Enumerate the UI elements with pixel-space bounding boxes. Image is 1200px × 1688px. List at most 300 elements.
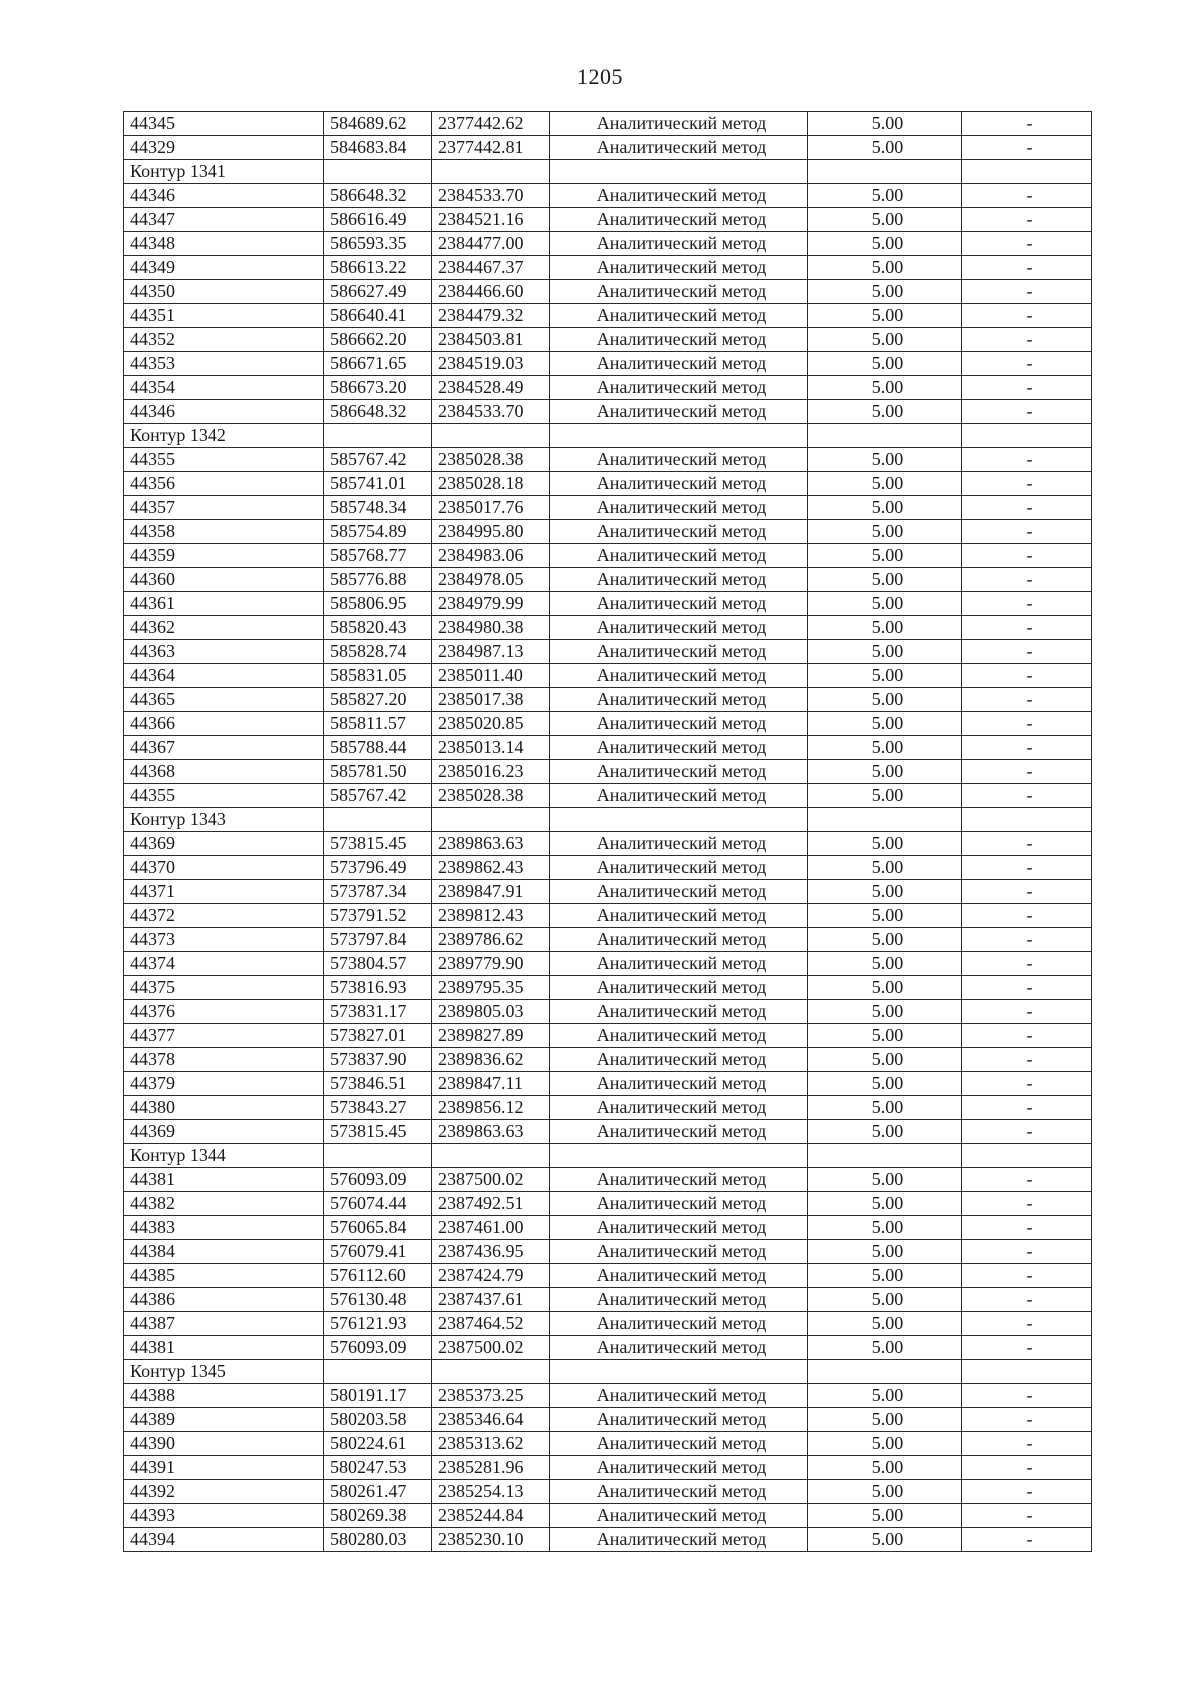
table-row <box>124 664 1092 688</box>
table-row <box>124 1024 1092 1048</box>
y-coordinate-cell: 2384980.38 <box>432 616 550 640</box>
method-cell: Аналитический метод <box>550 1528 808 1552</box>
table-row <box>124 1120 1092 1144</box>
method-cell: Аналитический метод <box>550 976 808 1000</box>
y-coordinate-cell: 2384519.03 <box>432 352 550 376</box>
method-cell: Аналитический метод <box>550 760 808 784</box>
note-cell: - <box>962 1432 1092 1456</box>
accuracy-cell: 5.00 <box>808 256 962 280</box>
point-number-cell: 44355 <box>124 448 324 472</box>
x-coordinate-cell: 585827.20 <box>324 688 432 712</box>
table-row <box>124 640 1092 664</box>
x-coordinate-cell: 585788.44 <box>324 736 432 760</box>
table-row <box>124 952 1092 976</box>
accuracy-cell: 5.00 <box>808 1168 962 1192</box>
empty-cell <box>808 1144 962 1168</box>
x-coordinate-cell: 586662.20 <box>324 328 432 352</box>
accuracy-cell: 5.00 <box>808 568 962 592</box>
point-number-cell: 44366 <box>124 712 324 736</box>
note-cell: - <box>962 136 1092 160</box>
y-coordinate-cell: 2387461.00 <box>432 1216 550 1240</box>
accuracy-cell: 5.00 <box>808 1000 962 1024</box>
accuracy-cell: 5.00 <box>808 928 962 952</box>
method-cell: Аналитический метод <box>550 1264 808 1288</box>
note-cell: - <box>962 1480 1092 1504</box>
empty-cell <box>550 1144 808 1168</box>
point-number-cell: 44391 <box>124 1456 324 1480</box>
empty-cell <box>962 1144 1092 1168</box>
accuracy-cell: 5.00 <box>808 1384 962 1408</box>
note-cell: - <box>962 832 1092 856</box>
table-row <box>124 496 1092 520</box>
table-row <box>124 1456 1092 1480</box>
y-coordinate-cell: 2384477.00 <box>432 232 550 256</box>
empty-cell <box>808 160 962 184</box>
accuracy-cell: 5.00 <box>808 688 962 712</box>
table-row <box>124 616 1092 640</box>
x-coordinate-cell: 580203.58 <box>324 1408 432 1432</box>
accuracy-cell: 5.00 <box>808 1432 962 1456</box>
accuracy-cell: 5.00 <box>808 472 962 496</box>
accuracy-cell: 5.00 <box>808 952 962 976</box>
method-cell: Аналитический метод <box>550 1000 808 1024</box>
x-coordinate-cell: 576121.93 <box>324 1312 432 1336</box>
note-cell: - <box>962 1456 1092 1480</box>
table-row <box>124 280 1092 304</box>
y-coordinate-cell: 2389795.35 <box>432 976 550 1000</box>
y-coordinate-cell: 2384521.16 <box>432 208 550 232</box>
note-cell: - <box>962 1528 1092 1552</box>
accuracy-cell: 5.00 <box>808 1048 962 1072</box>
point-number-cell: 44359 <box>124 544 324 568</box>
x-coordinate-cell: 586616.49 <box>324 208 432 232</box>
table-row <box>124 1336 1092 1360</box>
table-row <box>124 1168 1092 1192</box>
point-number-cell: 44362 <box>124 616 324 640</box>
x-coordinate-cell: 585806.95 <box>324 592 432 616</box>
method-cell: Аналитический метод <box>550 592 808 616</box>
method-cell: Аналитический метод <box>550 1120 808 1144</box>
point-number-cell: 44368 <box>124 760 324 784</box>
point-number-cell: 44355 <box>124 784 324 808</box>
y-coordinate-cell: 2385281.96 <box>432 1456 550 1480</box>
contour-header-row <box>124 160 1092 184</box>
accuracy-cell: 5.00 <box>808 1216 962 1240</box>
x-coordinate-cell: 573831.17 <box>324 1000 432 1024</box>
note-cell: - <box>962 1024 1092 1048</box>
y-coordinate-cell: 2387500.02 <box>432 1336 550 1360</box>
accuracy-cell: 5.00 <box>808 328 962 352</box>
x-coordinate-cell: 585767.42 <box>324 448 432 472</box>
method-cell: Аналитический метод <box>550 1480 808 1504</box>
y-coordinate-cell: 2385017.38 <box>432 688 550 712</box>
method-cell: Аналитический метод <box>550 256 808 280</box>
x-coordinate-cell: 584689.62 <box>324 112 432 136</box>
empty-cell <box>962 1360 1092 1384</box>
table-row <box>124 760 1092 784</box>
method-cell: Аналитический метод <box>550 520 808 544</box>
x-coordinate-cell: 580247.53 <box>324 1456 432 1480</box>
x-coordinate-cell: 585768.77 <box>324 544 432 568</box>
table-row <box>124 520 1092 544</box>
x-coordinate-cell: 573816.93 <box>324 976 432 1000</box>
method-cell: Аналитический метод <box>550 544 808 568</box>
empty-cell <box>432 160 550 184</box>
x-coordinate-cell: 586673.20 <box>324 376 432 400</box>
accuracy-cell: 5.00 <box>808 208 962 232</box>
note-cell: - <box>962 784 1092 808</box>
x-coordinate-cell: 573804.57 <box>324 952 432 976</box>
accuracy-cell: 5.00 <box>808 760 962 784</box>
x-coordinate-cell: 573843.27 <box>324 1096 432 1120</box>
method-cell: Аналитический метод <box>550 1192 808 1216</box>
note-cell: - <box>962 352 1092 376</box>
accuracy-cell: 5.00 <box>808 1072 962 1096</box>
method-cell: Аналитический метод <box>550 568 808 592</box>
point-number-cell: 44347 <box>124 208 324 232</box>
table-row <box>124 736 1092 760</box>
y-coordinate-cell: 2384533.70 <box>432 400 550 424</box>
method-cell: Аналитический метод <box>550 1168 808 1192</box>
accuracy-cell: 5.00 <box>808 1456 962 1480</box>
table-row <box>124 1528 1092 1552</box>
table-row <box>124 232 1092 256</box>
method-cell: Аналитический метод <box>550 448 808 472</box>
note-cell: - <box>962 592 1092 616</box>
empty-cell <box>432 1360 550 1384</box>
table-row <box>124 1312 1092 1336</box>
accuracy-cell: 5.00 <box>808 832 962 856</box>
table-row <box>124 928 1092 952</box>
table-row <box>124 1000 1092 1024</box>
method-cell: Аналитический метод <box>550 736 808 760</box>
accuracy-cell: 5.00 <box>808 976 962 1000</box>
x-coordinate-cell: 573815.45 <box>324 832 432 856</box>
y-coordinate-cell: 2387436.95 <box>432 1240 550 1264</box>
method-cell: Аналитический метод <box>550 304 808 328</box>
y-coordinate-cell: 2385230.10 <box>432 1528 550 1552</box>
note-cell: - <box>962 664 1092 688</box>
contour-header-row <box>124 1360 1092 1384</box>
accuracy-cell: 5.00 <box>808 280 962 304</box>
note-cell: - <box>962 1240 1092 1264</box>
accuracy-cell: 5.00 <box>808 1336 962 1360</box>
y-coordinate-cell: 2389856.12 <box>432 1096 550 1120</box>
y-coordinate-cell: 2387424.79 <box>432 1264 550 1288</box>
table-row <box>124 1384 1092 1408</box>
note-cell: - <box>962 448 1092 472</box>
point-number-cell: 44356 <box>124 472 324 496</box>
y-coordinate-cell: 2384978.05 <box>432 568 550 592</box>
point-number-cell: 44387 <box>124 1312 324 1336</box>
y-coordinate-cell: 2387492.51 <box>432 1192 550 1216</box>
accuracy-cell: 5.00 <box>808 736 962 760</box>
table-row <box>124 544 1092 568</box>
y-coordinate-cell: 2389836.62 <box>432 1048 550 1072</box>
accuracy-cell: 5.00 <box>808 304 962 328</box>
x-coordinate-cell: 586671.65 <box>324 352 432 376</box>
note-cell: - <box>962 1048 1092 1072</box>
point-number-cell: 44357 <box>124 496 324 520</box>
point-number-cell: 44367 <box>124 736 324 760</box>
note-cell: - <box>962 640 1092 664</box>
x-coordinate-cell: 585811.57 <box>324 712 432 736</box>
y-coordinate-cell: 2377442.62 <box>432 112 550 136</box>
table-row <box>124 1408 1092 1432</box>
method-cell: Аналитический метод <box>550 1288 808 1312</box>
table-row <box>124 688 1092 712</box>
empty-cell <box>808 424 962 448</box>
note-cell: - <box>962 184 1092 208</box>
y-coordinate-cell: 2385016.23 <box>432 760 550 784</box>
point-number-cell: 44345 <box>124 112 324 136</box>
x-coordinate-cell: 585741.01 <box>324 472 432 496</box>
table-row <box>124 112 1092 136</box>
contour-header-row <box>124 808 1092 832</box>
x-coordinate-cell: 573791.52 <box>324 904 432 928</box>
point-number-cell: 44388 <box>124 1384 324 1408</box>
x-coordinate-cell: 586613.22 <box>324 256 432 280</box>
method-cell: Аналитический метод <box>550 136 808 160</box>
accuracy-cell: 5.00 <box>808 640 962 664</box>
x-coordinate-cell: 573827.01 <box>324 1024 432 1048</box>
method-cell: Аналитический метод <box>550 1072 808 1096</box>
method-cell: Аналитический метод <box>550 1312 808 1336</box>
table-row <box>124 400 1092 424</box>
accuracy-cell: 5.00 <box>808 592 962 616</box>
note-cell: - <box>962 568 1092 592</box>
table-row <box>124 376 1092 400</box>
note-cell: - <box>962 208 1092 232</box>
table-row <box>124 832 1092 856</box>
note-cell: - <box>962 1288 1092 1312</box>
empty-cell <box>324 160 432 184</box>
accuracy-cell: 5.00 <box>808 616 962 640</box>
x-coordinate-cell: 573837.90 <box>324 1048 432 1072</box>
note-cell: - <box>962 1168 1092 1192</box>
point-number-cell: 44376 <box>124 1000 324 1024</box>
point-number-cell: 44372 <box>124 904 324 928</box>
y-coordinate-cell: 2387500.02 <box>432 1168 550 1192</box>
note-cell: - <box>962 256 1092 280</box>
x-coordinate-cell: 580261.47 <box>324 1480 432 1504</box>
point-number-cell: 44390 <box>124 1432 324 1456</box>
point-number-cell: 44373 <box>124 928 324 952</box>
table-row <box>124 1072 1092 1096</box>
contour-label: Контур 1342 <box>124 424 324 448</box>
y-coordinate-cell: 2384466.60 <box>432 280 550 304</box>
empty-cell <box>432 1144 550 1168</box>
point-number-cell: 44369 <box>124 832 324 856</box>
accuracy-cell: 5.00 <box>808 352 962 376</box>
accuracy-cell: 5.00 <box>808 112 962 136</box>
method-cell: Аналитический метод <box>550 928 808 952</box>
note-cell: - <box>962 856 1092 880</box>
contour-label: Контур 1344 <box>124 1144 324 1168</box>
note-cell: - <box>962 496 1092 520</box>
note-cell: - <box>962 112 1092 136</box>
note-cell: - <box>962 688 1092 712</box>
accuracy-cell: 5.00 <box>808 1312 962 1336</box>
note-cell: - <box>962 976 1092 1000</box>
y-coordinate-cell: 2384503.81 <box>432 328 550 352</box>
point-number-cell: 44378 <box>124 1048 324 1072</box>
y-coordinate-cell: 2377442.81 <box>432 136 550 160</box>
accuracy-cell: 5.00 <box>808 1120 962 1144</box>
y-coordinate-cell: 2389805.03 <box>432 1000 550 1024</box>
table-row <box>124 880 1092 904</box>
note-cell: - <box>962 304 1092 328</box>
table-row <box>124 208 1092 232</box>
note-cell: - <box>962 1120 1092 1144</box>
note-cell: - <box>962 1000 1092 1024</box>
y-coordinate-cell: 2385254.13 <box>432 1480 550 1504</box>
table-row <box>124 592 1092 616</box>
method-cell: Аналитический метод <box>550 352 808 376</box>
table-row <box>124 712 1092 736</box>
point-number-cell: 44361 <box>124 592 324 616</box>
note-cell: - <box>962 280 1092 304</box>
method-cell: Аналитический метод <box>550 232 808 256</box>
note-cell: - <box>962 928 1092 952</box>
point-number-cell: 44371 <box>124 880 324 904</box>
table-row <box>124 976 1092 1000</box>
y-coordinate-cell: 2385013.14 <box>432 736 550 760</box>
note-cell: - <box>962 760 1092 784</box>
point-number-cell: 44375 <box>124 976 324 1000</box>
table-row <box>124 784 1092 808</box>
x-coordinate-cell: 586648.32 <box>324 184 432 208</box>
empty-cell <box>432 808 550 832</box>
x-coordinate-cell: 585831.05 <box>324 664 432 688</box>
table-row <box>124 1096 1092 1120</box>
note-cell: - <box>962 1384 1092 1408</box>
table-row <box>124 136 1092 160</box>
method-cell: Аналитический метод <box>550 112 808 136</box>
x-coordinate-cell: 576079.41 <box>324 1240 432 1264</box>
y-coordinate-cell: 2389812.43 <box>432 904 550 928</box>
note-cell: - <box>962 712 1092 736</box>
note-cell: - <box>962 520 1092 544</box>
x-coordinate-cell: 585776.88 <box>324 568 432 592</box>
point-number-cell: 44360 <box>124 568 324 592</box>
table-row <box>124 1192 1092 1216</box>
method-cell: Аналитический метод <box>550 1216 808 1240</box>
accuracy-cell: 5.00 <box>808 520 962 544</box>
method-cell: Аналитический метод <box>550 280 808 304</box>
x-coordinate-cell: 585754.89 <box>324 520 432 544</box>
y-coordinate-cell: 2384528.49 <box>432 376 550 400</box>
method-cell: Аналитический метод <box>550 1240 808 1264</box>
note-cell: - <box>962 1192 1092 1216</box>
note-cell: - <box>962 1336 1092 1360</box>
point-number-cell: 44379 <box>124 1072 324 1096</box>
table-row <box>124 1504 1092 1528</box>
point-number-cell: 44369 <box>124 1120 324 1144</box>
point-number-cell: 44393 <box>124 1504 324 1528</box>
accuracy-cell: 5.00 <box>808 1480 962 1504</box>
accuracy-cell: 5.00 <box>808 1024 962 1048</box>
note-cell: - <box>962 1216 1092 1240</box>
y-coordinate-cell: 2385017.76 <box>432 496 550 520</box>
method-cell: Аналитический метод <box>550 496 808 520</box>
method-cell: Аналитический метод <box>550 472 808 496</box>
note-cell: - <box>962 1504 1092 1528</box>
point-number-cell: 44363 <box>124 640 324 664</box>
point-number-cell: 44383 <box>124 1216 324 1240</box>
page-number: 1205 <box>577 64 623 89</box>
point-number-cell: 44364 <box>124 664 324 688</box>
table-row <box>124 1432 1092 1456</box>
empty-cell <box>808 1360 962 1384</box>
x-coordinate-cell: 580269.38 <box>324 1504 432 1528</box>
accuracy-cell: 5.00 <box>808 1288 962 1312</box>
method-cell: Аналитический метод <box>550 712 808 736</box>
y-coordinate-cell: 2385020.85 <box>432 712 550 736</box>
empty-cell <box>324 1144 432 1168</box>
note-cell: - <box>962 904 1092 928</box>
point-number-cell: 44382 <box>124 1192 324 1216</box>
accuracy-cell: 5.00 <box>808 232 962 256</box>
y-coordinate-cell: 2384467.37 <box>432 256 550 280</box>
x-coordinate-cell: 573815.45 <box>324 1120 432 1144</box>
point-number-cell: 44349 <box>124 256 324 280</box>
method-cell: Аналитический метод <box>550 832 808 856</box>
y-coordinate-cell: 2385346.64 <box>432 1408 550 1432</box>
method-cell: Аналитический метод <box>550 688 808 712</box>
x-coordinate-cell: 580191.17 <box>324 1384 432 1408</box>
method-cell: Аналитический метод <box>550 1456 808 1480</box>
accuracy-cell: 5.00 <box>808 784 962 808</box>
method-cell: Аналитический метод <box>550 1432 808 1456</box>
y-coordinate-cell: 2389779.90 <box>432 952 550 976</box>
accuracy-cell: 5.00 <box>808 496 962 520</box>
y-coordinate-cell: 2384987.13 <box>432 640 550 664</box>
y-coordinate-cell: 2389847.91 <box>432 880 550 904</box>
table-row <box>124 1480 1092 1504</box>
method-cell: Аналитический метод <box>550 784 808 808</box>
table-row <box>124 1264 1092 1288</box>
method-cell: Аналитический метод <box>550 208 808 232</box>
method-cell: Аналитический метод <box>550 376 808 400</box>
y-coordinate-cell: 2387437.61 <box>432 1288 550 1312</box>
empty-cell <box>550 808 808 832</box>
y-coordinate-cell: 2384979.99 <box>432 592 550 616</box>
contour-header-row <box>124 424 1092 448</box>
method-cell: Аналитический метод <box>550 1336 808 1360</box>
x-coordinate-cell: 580280.03 <box>324 1528 432 1552</box>
accuracy-cell: 5.00 <box>808 856 962 880</box>
note-cell: - <box>962 544 1092 568</box>
accuracy-cell: 5.00 <box>808 904 962 928</box>
empty-cell <box>324 424 432 448</box>
x-coordinate-cell: 576074.44 <box>324 1192 432 1216</box>
note-cell: - <box>962 232 1092 256</box>
x-coordinate-cell: 573787.34 <box>324 880 432 904</box>
accuracy-cell: 5.00 <box>808 184 962 208</box>
y-coordinate-cell: 2387464.52 <box>432 1312 550 1336</box>
accuracy-cell: 5.00 <box>808 1408 962 1432</box>
table-row <box>124 904 1092 928</box>
x-coordinate-cell: 586640.41 <box>324 304 432 328</box>
point-number-cell: 44392 <box>124 1480 324 1504</box>
point-number-cell: 44351 <box>124 304 324 328</box>
point-number-cell: 44386 <box>124 1288 324 1312</box>
note-cell: - <box>962 1264 1092 1288</box>
table-row <box>124 1240 1092 1264</box>
method-cell: Аналитический метод <box>550 856 808 880</box>
note-cell: - <box>962 400 1092 424</box>
